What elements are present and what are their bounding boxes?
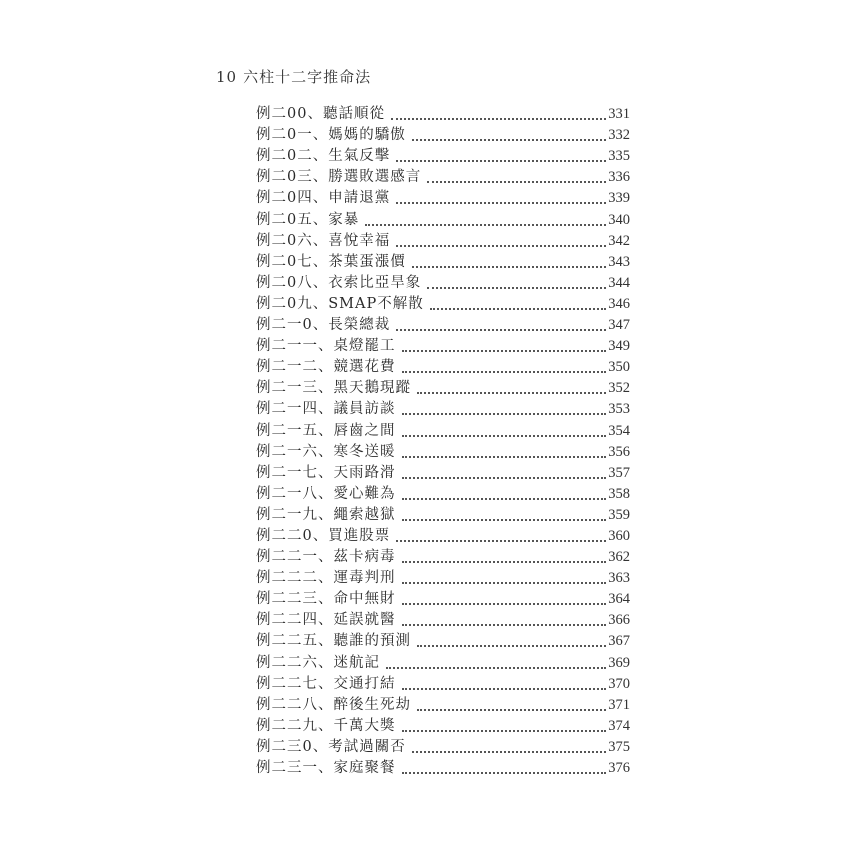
toc-entry-title: 例二二二、運毒判刑 [256,570,396,587]
dot-leader [402,582,607,584]
toc-entry-page: 339 [608,190,630,207]
toc-entry-title: 例二0五、家暴 [256,211,360,228]
toc-entry-title: 例二二九、千萬大獎 [256,717,396,734]
dot-leader [396,540,606,542]
toc-entry [256,104,630,125]
toc-entry-page: 332 [608,127,630,144]
dot-leader [402,730,607,732]
toc-entry-title: 例二二七、交通打結 [256,675,396,692]
dot-leader [402,519,607,521]
toc-entry-page: 375 [608,738,630,755]
toc-entry-page: 331 [608,106,630,123]
toc-entry-title: 例二一0、長榮總裁 [256,317,391,334]
dot-leader [417,392,606,394]
toc-entry-page: 343 [608,253,630,270]
toc-entry-title: 例二0二、生氣反擊 [256,148,391,165]
toc-entry [256,547,630,568]
toc-entry [256,315,630,336]
dot-leader [402,371,607,373]
dot-leader [396,202,606,204]
toc-entry-title: 例二一四、議員訪談 [256,401,396,418]
table-of-contents [256,104,630,779]
toc-entry-title: 例二二一、茲卡病毒 [256,549,396,566]
dot-leader [402,477,607,479]
toc-entry-title: 例二0一、媽媽的驕傲 [256,127,406,144]
toc-entry-page: 349 [608,338,630,355]
toc-entry-title: 例二一五、唇齒之間 [256,422,396,439]
toc-entry [256,589,630,610]
dot-leader [402,772,607,774]
toc-entry [256,463,630,484]
toc-entry-title: 例二二八、醉後生死劫 [256,696,411,713]
toc-entry [256,167,630,188]
toc-entry [256,674,630,695]
toc-entry [256,695,630,716]
toc-entry-title: 例二0四、申請退黨 [256,190,391,207]
toc-entry-page: 374 [608,717,630,734]
toc-entry [256,378,630,399]
toc-entry-page: 376 [608,760,630,776]
toc-entry-title: 例二一三、黑天鵝現蹤 [256,380,411,397]
dot-leader [402,624,607,626]
toc-entry-page: 347 [608,317,630,334]
dot-leader [402,688,607,690]
toc-entry-title: 例二一六、寒冬送暖 [256,443,396,460]
toc-entry-page: 352 [608,380,630,397]
page-header [216,66,371,87]
toc-entry [256,716,630,737]
dot-leader [391,118,606,120]
toc-entry-page: 357 [608,464,630,481]
toc-entry-page: 360 [608,527,630,544]
toc-entry-page: 336 [608,169,630,186]
toc-entry-page: 335 [608,148,630,165]
toc-entry-page: 353 [608,401,630,418]
toc-entry-page: 344 [608,274,630,291]
toc-entry [256,125,630,146]
toc-entry-page: 371 [608,696,630,713]
toc-entry-title: 例二一一、桌燈罷工 [256,338,396,355]
toc-entry [256,273,630,294]
toc-entry-page: 366 [608,612,630,629]
dot-leader [402,561,607,563]
toc-entry [256,146,630,167]
toc-entry [256,442,630,463]
toc-entry-title: 例二二五、聽誰的預測 [256,633,411,650]
toc-entry-title: 例二一九、繩索越獄 [256,506,396,523]
toc-entry-page: 354 [608,422,630,439]
dot-leader [396,245,606,247]
dot-leader [402,456,607,458]
toc-entry-page: 370 [608,675,630,692]
toc-entry-title: 例二0七、茶葉蛋漲價 [256,253,406,270]
toc-entry-page: 367 [608,633,630,650]
toc-entry-page: 369 [608,654,630,671]
toc-entry-title: 例二三一、家庭聚餐 [256,760,396,776]
toc-entry-page: 358 [608,485,630,502]
dot-leader [417,645,606,647]
toc-entry [256,568,630,589]
toc-entry-title: 例二一七、天雨路滑 [256,464,396,481]
dot-leader [402,413,607,415]
toc-entry-title: 例二0三、勝選敗選感言 [256,169,422,186]
toc-entry-page: 364 [608,591,630,608]
toc-entry-title: 例二二三、命中無財 [256,591,396,608]
dot-leader [396,329,606,331]
dot-leader [427,287,606,289]
toc-entry [256,294,630,315]
dot-leader [412,266,607,268]
dot-leader [412,751,607,753]
toc-entry-page: 340 [608,211,630,228]
toc-entry [256,631,630,652]
toc-entry [256,610,630,631]
dot-leader [402,435,607,437]
dot-leader [365,224,606,226]
toc-entry-page: 342 [608,232,630,249]
toc-entry [256,526,630,547]
toc-entry [256,484,630,505]
book-title: 六柱十二字推命法 [243,68,372,86]
toc-entry-page: 346 [608,295,630,312]
toc-entry-title: 例二二四、延誤就醫 [256,612,396,629]
toc-entry-title: 例二0九、SMAP不解散 [256,295,424,312]
toc-entry-title: 例二一八、愛心難為 [256,485,396,502]
page-number: 10 [216,68,238,86]
dot-leader [402,603,607,605]
toc-entry [256,505,630,526]
toc-entry-page: 363 [608,570,630,587]
dot-leader [402,350,607,352]
dot-leader [386,667,606,669]
toc-entry [256,336,630,357]
toc-entry-title: 例二二六、迷航記 [256,654,380,671]
toc-entry [256,737,630,758]
dot-leader [417,709,606,711]
toc-entry [256,420,630,441]
toc-entry-title: 例二00、聽話順從 [256,106,385,123]
toc-entry [256,188,630,209]
dot-leader [430,308,607,310]
toc-entry-title: 例二一二、競選花費 [256,359,396,376]
toc-entry [256,758,630,779]
dot-leader [427,181,606,183]
toc-entry-title: 例二二0、買進股票 [256,527,391,544]
toc-entry-page: 350 [608,359,630,376]
toc-entry [256,231,630,252]
dot-leader [412,139,607,141]
toc-entry-title: 例二三0、考試過關否 [256,738,406,755]
toc-entry [256,652,630,673]
toc-entry-page: 362 [608,549,630,566]
toc-entry-title: 例二0八、衣索比亞旱象 [256,274,422,291]
toc-entry-page: 359 [608,506,630,523]
toc-entry-page: 356 [608,443,630,460]
dot-leader [396,160,606,162]
toc-entry [256,209,630,230]
toc-entry-title: 例二0六、喜悅幸福 [256,232,391,249]
toc-entry [256,357,630,378]
toc-entry [256,399,630,420]
dot-leader [402,498,607,500]
toc-entry [256,252,630,273]
